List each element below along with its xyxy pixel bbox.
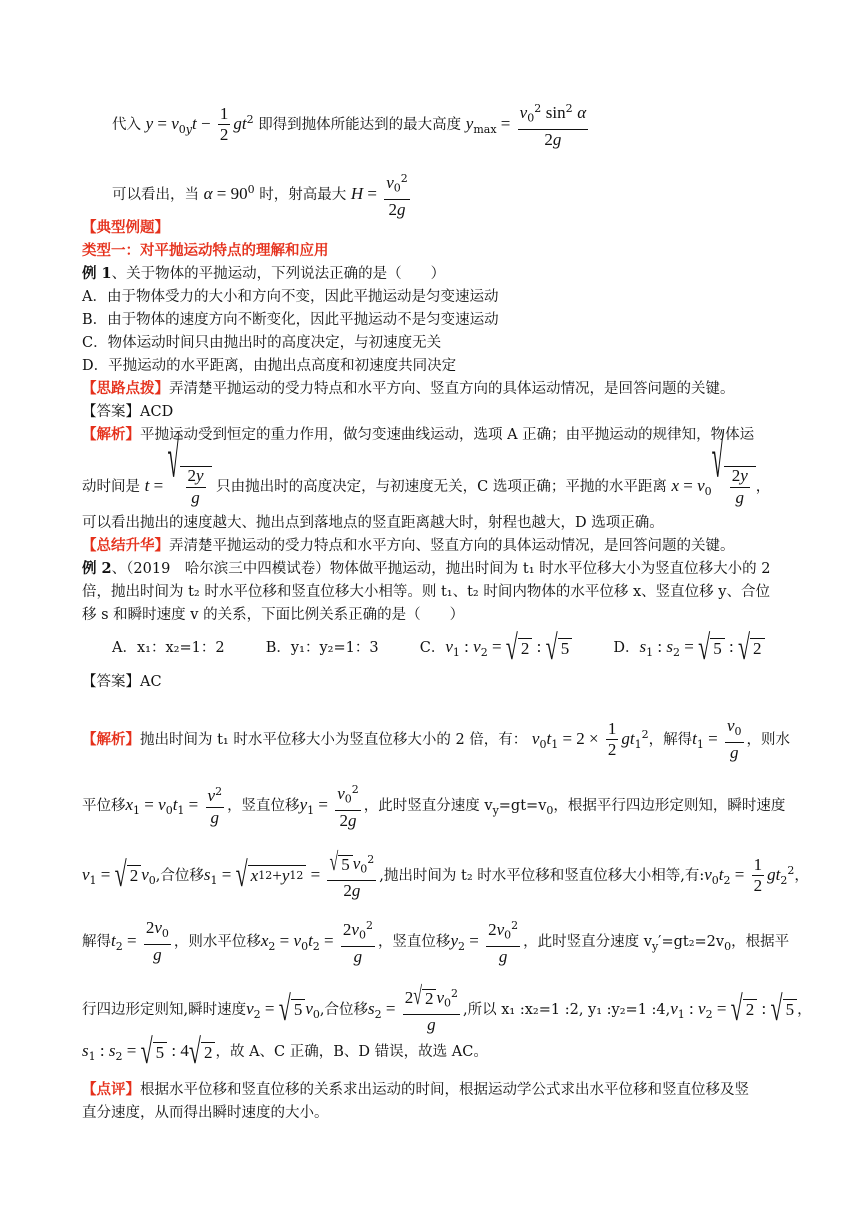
hint-line bbox=[82, 379, 735, 399]
analysis-text: ，竖直位移 bbox=[227, 797, 300, 814]
answer-2: 【答案】AC bbox=[82, 674, 162, 690]
hint-text: 弄清楚平抛运动的受力特点和水平方向、竖直方向的具体运动情况，是回答问题的关键。 bbox=[169, 381, 735, 397]
review-line-1 bbox=[82, 1080, 749, 1100]
analysis-1-line2: 动时间是 t = √ $\frac{2y}{g}$ 只由抛出时的高度决定，与初速度无关，C 选项正确；平抛的水平距离 $x = v_0$ √ $\frac{2y}{g}$ ， bbox=[82, 424, 771, 507]
example2-stem-1 bbox=[82, 559, 770, 579]
summary-text: 弄清楚平抛运动的受力特点和水平方向、竖直方向的具体运动情况，是回答问题的关键。 bbox=[169, 538, 735, 554]
analysis-text: ，此时竖直分速度 v bbox=[523, 933, 652, 950]
max-height-line: 代入 $y = v_{0y}t$ − $\frac{1}{2}$ $gt^2$ 即得到抛体所能达到的最大高度 $y_{max}$ = $\frac{v_0^2 \sin^2 \alpha}{2g}$ bbox=[112, 102, 587, 149]
option-b: B．由于物体的速度方向不断变化，因此平抛运动不是匀变速运动 bbox=[82, 312, 499, 328]
analysis-text: ，故 A、C 正确，B、D 错误，故选 AC。 bbox=[215, 1044, 488, 1060]
text-mid: 时，射高最大 bbox=[259, 186, 347, 203]
analysis-1-line3: 可以看出抛出的速度越大、抛出点到落地点的竖直距离越大时，射程也越大，D 选项正确。 bbox=[82, 515, 664, 531]
analysis-text: =gt₂=2v bbox=[661, 933, 725, 950]
option-label: C． bbox=[419, 640, 446, 656]
analysis-text: 平抛运动受到恒定的重力作用，做匀变速曲线运动，选项 A 正确；由平抛运动的规律知，物体运 bbox=[140, 427, 755, 443]
analysis-text: 抛出时间为 t₁ 时水平位移大小为竖直位移大小的 2 倍，有： bbox=[140, 731, 528, 748]
review-line-2: 直分速度，从而得出瞬时速度的大小。 bbox=[82, 1105, 329, 1121]
analysis-1-line1 bbox=[82, 425, 754, 445]
summary-tag: 【总结升华】 bbox=[82, 537, 169, 554]
option-a: A．由于物体受力的大小和方向不变，因此平抛运动是匀变速运动 bbox=[82, 289, 499, 305]
analysis-2-line5: 行四边形定则知,瞬时速度$v_2$ = √ 5 $v_0$,合位移$s_2$ = 2 √ 2 $v_0^2$ g ,所以 x₁ :x₂=1 :2, y₁ :y₂=1 $:4,v_1$ : $v_2$ = √ 2 : √ 5 ， bbox=[82, 983, 812, 1034]
text-mid: 即得到抛体所能达到的最大高度 bbox=[258, 116, 462, 133]
stem-text: 、关于物体的平抛运动，下列说法正确的是（ ） bbox=[111, 266, 446, 282]
analysis-2-line1: 【解析】抛出时间为 t₁ 时水平位移大小为竖直位移大小的 2 倍，有： $v_0t_1 = 2$ × $\frac{1}{2}$ $gt_1^2$，解得$t_1$ = $\frac{v_0}{g}$ ，则水 bbox=[82, 716, 790, 762]
analysis-text: 解得 bbox=[82, 933, 111, 950]
option-a: A．x₁：x₂=1：2 bbox=[112, 640, 225, 656]
answer-1: 【答案】ACD bbox=[82, 404, 174, 420]
analysis-2-line2: 平位移$x_1 = v_0t_1$ = $\frac{v^2}{g}$ ，竖直位移$y_1$ = $\frac{v_0^2}{2g}$ ，此时竖直分速度 $v_y=gt=v_0$，根据平行四边形定则知，瞬时速度 bbox=[82, 783, 786, 830]
analysis-text: ,抛出时间为 t₂ 时水平位移和竖直位移大小相等,有: bbox=[379, 867, 705, 884]
analysis-text: ，竖直位移 bbox=[377, 933, 451, 950]
text-prefix: 代入 bbox=[112, 116, 141, 133]
analysis-text: ，根据平行四边形定则知，瞬时速度 bbox=[553, 797, 786, 814]
analysis-text: 平位移 bbox=[82, 797, 126, 814]
analysis-text: 只由抛出时的高度决定，与初速度无关，C 选项正确；平抛的水平距离 bbox=[216, 479, 667, 495]
analysis-text: 行四边形定则知,瞬时速度 bbox=[82, 1001, 247, 1018]
analysis-tag: 【解析】 bbox=[82, 426, 140, 443]
analysis-text: ，则水 bbox=[746, 731, 790, 748]
review-tag: 【点评】 bbox=[82, 1081, 140, 1098]
stem-text: 、（2019 哈尔滨三中四模试卷）物体做平抛运动，抛出时间为 t₁ 时水平位移大小为竖直位移大小的 2 bbox=[111, 561, 771, 577]
analysis-2-line4: 解得$t_2$ = $\frac{2v_0}{g}$ ，则水平位移$x_2 = v_0t_2$ = $\frac{2v_0^2}{g}$ ，竖直位移$y_2$ = $\frac{2v_0^2}{g}$ ，此时竖直分速度 $v_y'=gt_2=2v_0$，根据平 bbox=[82, 917, 790, 966]
option-d: D．$s_1$ : $s_2$ = √ 5 : √ 2 bbox=[613, 640, 764, 656]
analysis-text: ，解得 bbox=[648, 731, 693, 748]
analysis-text: ，此时竖直分速度 v bbox=[363, 797, 493, 814]
section-typical: 【典型例题】 bbox=[82, 219, 169, 236]
example2-options bbox=[112, 626, 765, 667]
max-range-line: 可以看出，当 $\alpha = 90^0$ 时，射高最大 H = $\frac{v_0^2}{2g}$ bbox=[112, 172, 408, 219]
analysis-text: 动时间是 bbox=[82, 479, 140, 495]
analysis-text: ,合位移 bbox=[155, 867, 204, 884]
analysis-2-line6: $s_1$ : $s_2$ = √ 5 : 4 √ 2 ，故 A、C 正确，B、D 错误，故选 AC。 bbox=[82, 1030, 488, 1071]
example1-stem bbox=[82, 264, 445, 284]
analysis-2-line3: $v_1$ = √ 2 $v_0$,合位移$s_1$ = √ x 1 2 + y 1 2 = √ 5 $v_0^2$ 2g ,抛出时间为 t₂ 时水平位移和竖直位移大小相等,有$:v_0t_2$ = $\frac{1}{2}$ $gt_2^2$， bbox=[82, 849, 809, 900]
example-label: 例 2 bbox=[82, 560, 112, 577]
option-d: D．平抛运动的水平距离，由抛出点高度和初速度共同决定 bbox=[82, 358, 457, 374]
analysis-tag: 【解析】 bbox=[82, 730, 140, 748]
example2-stem-3: 移 s 和瞬时速度 v 的关系，下面比例关系正确的是（ ） bbox=[82, 607, 465, 623]
analysis-text: ，根据平 bbox=[731, 933, 790, 950]
analysis-text: =gt=v bbox=[498, 797, 547, 814]
example-label: 例 1 bbox=[82, 265, 112, 282]
section-type1: 类型一：对平抛运动特点的理解和应用 bbox=[82, 242, 329, 259]
review-text: 根据水平位移和竖直位移的关系求出运动的时间，根据运动学公式求出水平位移和竖直位移及竖 bbox=[140, 1082, 749, 1098]
analysis-text: ，则水平位移 bbox=[173, 933, 261, 950]
text-prefix: 可以看出，当 bbox=[112, 186, 199, 203]
hint-tag: 【思路点拨】 bbox=[82, 380, 169, 397]
example2-stem-2: 倍，抛出时间为 t₂ 时水平位移和竖直位移大小相等。则 t₁、t₂ 时间内物体的水平位移 x、竖直位移 y、合位 bbox=[82, 584, 770, 600]
option-c: C．$v_1$ : $v_2$ = √ 2 : √ 5 bbox=[420, 640, 572, 656]
option-c: C．物体运动时间只由抛出时的高度决定，与初速度无关 bbox=[82, 335, 442, 351]
option-label: D． bbox=[613, 640, 640, 656]
summary-line bbox=[82, 536, 735, 556]
option-b: B．y₁：y₂=1：3 bbox=[265, 640, 379, 656]
analysis-text: ,合位移 bbox=[319, 1001, 368, 1018]
analysis-text: ,所以 x₁ :x₂=1 :2, y₁ :y₂=1 :4, bbox=[463, 1001, 671, 1018]
